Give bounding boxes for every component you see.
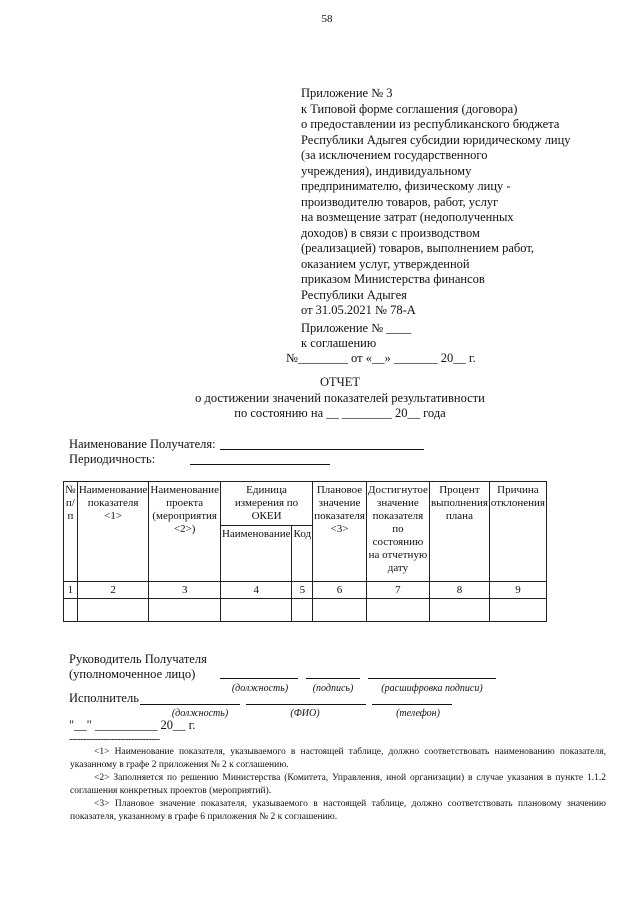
agreement-reference bbox=[286, 321, 601, 366]
header-unit-code: Код bbox=[292, 526, 313, 582]
column-number: 1 bbox=[64, 582, 78, 599]
executor-position-field[interactable] bbox=[140, 704, 240, 705]
header-project: Наименование проекта (мероприятия <2>) bbox=[149, 482, 221, 582]
appendix-line: оказанием услуг, утвержденной bbox=[301, 256, 470, 271]
appendix-line: к Типовой форме соглашения (договора) bbox=[301, 101, 518, 116]
appendix-header bbox=[301, 86, 601, 319]
header-unit-name: Наименование bbox=[220, 526, 292, 582]
caption-decoding: (расшифровка подписи) bbox=[381, 683, 483, 694]
header-indicator: Наименование показателя <1> bbox=[77, 482, 149, 582]
periodicity-label: Периодичность: bbox=[69, 452, 156, 466]
appendix-line: Республики Адыгея субсидии юридическому лицу bbox=[301, 132, 571, 147]
appendix-line: на возмещение затрат (недополученных bbox=[301, 210, 514, 224]
header-num: № п/п bbox=[64, 482, 78, 582]
column-number: 8 bbox=[429, 582, 489, 599]
table-cell[interactable] bbox=[220, 599, 292, 622]
date-line: "__" __________ 20__ г. bbox=[69, 718, 196, 732]
appendix-line: учреждения), индивидуальному bbox=[301, 163, 472, 178]
column-number: 4 bbox=[220, 582, 292, 599]
agreement-ref-line: №________ от «__» _______ 20__ г. bbox=[286, 351, 476, 365]
caption-position: (должность) bbox=[231, 683, 289, 694]
executor-fio-field[interactable] bbox=[246, 704, 366, 705]
caption-fio: (ФИО) bbox=[290, 708, 320, 719]
table-cell[interactable] bbox=[366, 599, 429, 622]
table-cell[interactable] bbox=[489, 599, 546, 622]
head-signature-field[interactable] bbox=[306, 678, 360, 679]
table-cell[interactable] bbox=[313, 599, 367, 622]
appendix-line: о предоставлении из республиканского бюджета bbox=[301, 117, 560, 131]
appendix-line: приказом Министерства финансов bbox=[301, 272, 485, 286]
column-number: 7 bbox=[366, 582, 429, 599]
footnote-2: <2> Заполняется по решению Министерства (Комитета, Управления, иной организации) в случае указания в пункте 1.1.2 соглашения конкретных проектов (мероприятий). bbox=[70, 773, 606, 796]
recipient-name-field[interactable] bbox=[220, 449, 424, 450]
caption-phone: (телефон) bbox=[396, 708, 440, 719]
appendix-line: доходов) в связи с производством bbox=[301, 225, 480, 240]
appendix-line: от 31.05.2021 № 78-А bbox=[301, 303, 416, 317]
column-number: 2 bbox=[77, 582, 149, 599]
periodicity-field[interactable] bbox=[190, 464, 330, 465]
report-title: ОТЧЕТ bbox=[319, 375, 361, 389]
report-title-block bbox=[150, 375, 530, 422]
report-as-of: по состоянию на __ ________ 20__ года bbox=[234, 406, 446, 420]
table-cell[interactable] bbox=[149, 599, 221, 622]
header-unit: Единица измерения по ОКЕИ bbox=[220, 482, 312, 526]
header-percent: Процент выполнения плана bbox=[429, 482, 489, 582]
appendix-line: производителю товаров, работ, услуг bbox=[301, 194, 499, 209]
appendix-line: (за исключением государственного bbox=[301, 148, 488, 162]
table-cell[interactable] bbox=[64, 599, 78, 622]
column-number: 6 bbox=[313, 582, 367, 599]
footnote-3: <3> Плановое значение показателя, указываемого в настоящей таблице, должно соответствовать плановому значению показателя, указанному в графе 6 приложения № 2 к соглашению. bbox=[70, 799, 606, 822]
table-cell[interactable] bbox=[77, 599, 149, 622]
head-position-field[interactable] bbox=[220, 678, 298, 679]
report-table bbox=[63, 481, 547, 622]
header-achieved: Достигнутое значение показателя по состоянию на отчетную дату bbox=[366, 482, 429, 582]
caption-signature: (подпись) bbox=[312, 683, 354, 694]
executor-phone-field[interactable] bbox=[372, 704, 452, 705]
appendix-line: Приложение № 3 bbox=[301, 86, 393, 100]
header-plan: Плановое значение показателя <3> bbox=[313, 482, 367, 582]
footnote-1: <1> Наименование показателя, указываемого в настоящей таблице, должно соответствовать наименованию показателя, указанному в графе 2 приложения № 2 к соглашению. bbox=[70, 747, 606, 770]
executor-label: Исполнитель bbox=[69, 691, 139, 705]
appendix-line: (реализацией) товаров, выполнением работ, bbox=[301, 241, 534, 255]
recipient-name-label: Наименование Получателя: bbox=[69, 437, 216, 451]
head-decoding-field[interactable] bbox=[368, 678, 496, 679]
table-cell[interactable] bbox=[429, 599, 489, 622]
caption-position-2: (должность) bbox=[171, 708, 229, 719]
page-number: 58 bbox=[321, 13, 333, 25]
column-number: 3 bbox=[149, 582, 221, 599]
head-label-2: (уполномоченное лицо) bbox=[69, 667, 196, 681]
header-reason: Причина отклонения bbox=[489, 482, 546, 582]
column-number: 9 bbox=[489, 582, 546, 599]
report-subtitle: о достижении значений показателей результативности bbox=[195, 390, 485, 405]
column-number: 5 bbox=[292, 582, 313, 599]
table-cell[interactable] bbox=[292, 599, 313, 622]
agreement-ref-line: Приложение № ____ bbox=[301, 321, 412, 335]
head-label-1: Руководитель Получателя bbox=[69, 652, 207, 666]
appendix-line: предпринимателю, физическому лицу - bbox=[301, 179, 511, 193]
appendix-line: Республики Адыгея bbox=[301, 287, 407, 302]
footnote-separator: -------------------------------- bbox=[69, 734, 160, 745]
agreement-ref-line: к соглашению bbox=[301, 336, 377, 350]
